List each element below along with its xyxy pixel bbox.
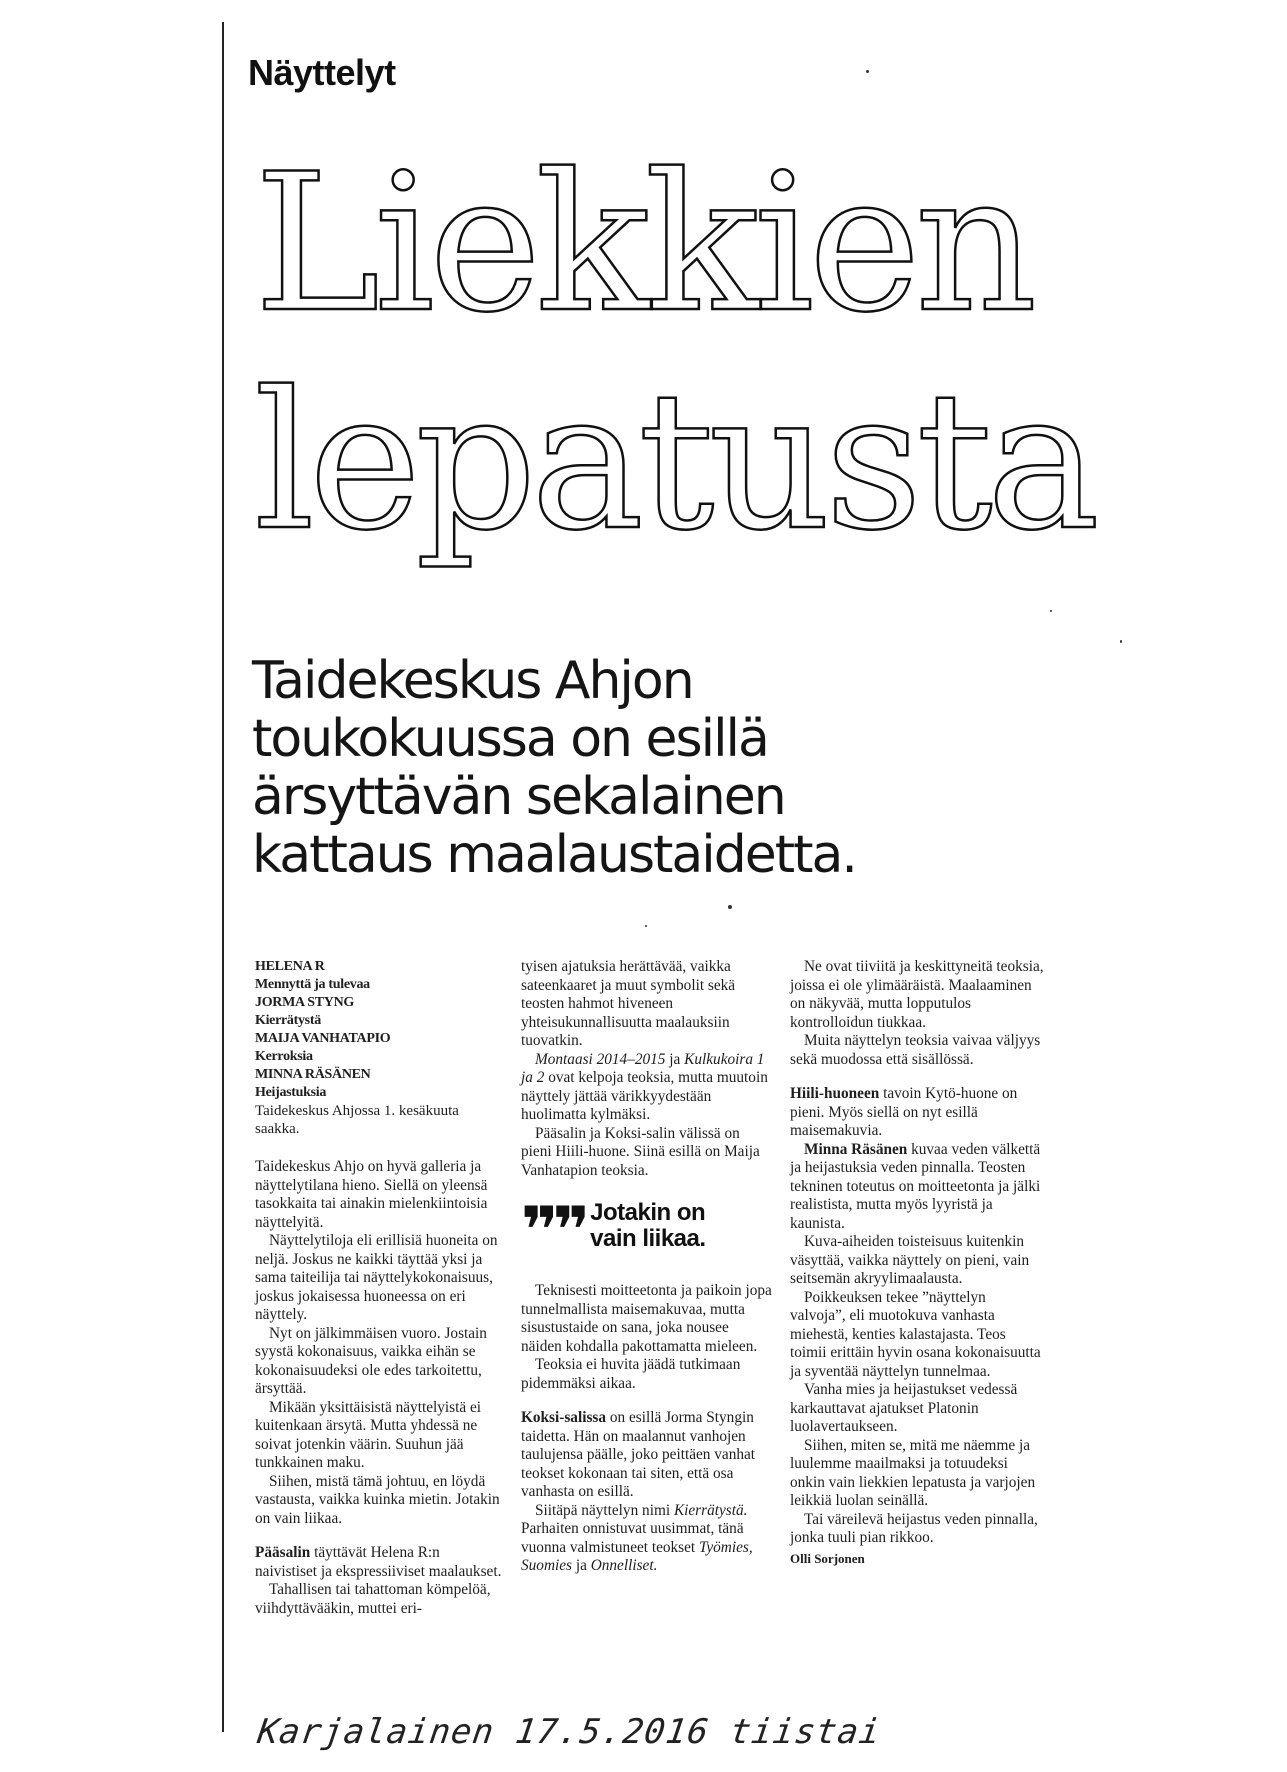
paragraph: Ne ovat tiiviitä ja keskittyneitä teoksia, joissa ei ole ylimääräistä. Maalaaminen on näkyvää, mutta lopputulos kontrolloidun tiukkaa. [790,958,1044,1031]
section-label: Näyttelyt [248,52,396,93]
paragraph-text: on esillä Jorma Styngin taidetta. Hän on maalannut vanhojen taulujensa päälle, joko peittäen vanhat teokset kokonaan tai siten, että osa vanhasta on esillä. [521,1409,756,1500]
pull-quote-line: vain liikaa. [590,1225,706,1252]
exhibition-title: Kerroksia [255,1049,313,1064]
paragraph: Siihen, mistä tämä johtuu, en löydä vastausta, vaikka kuinka mietin. Jotakin on vain liikaa. [255,1472,500,1527]
dek-line: ärsyttävän sekalainen [252,767,785,827]
venue-info: Taidekeskus Ahjossa 1. kesäkuuta saakka. [255,1103,459,1137]
paragraph: Mikään yksittäisistä näyttelyistä ei kuitenkaan ärsytä. Mutta yhdessä ne soivat jotenkin väärin. Suuhun jää tunkkainen maku. [255,1398,481,1471]
scan-speck [728,905,732,909]
headline [254,135,1134,571]
paragraph-text: ja [572,1557,591,1574]
exhibition-credits [255,958,505,1138]
scan-speck [1120,640,1122,643]
article-column-2 [521,958,773,1576]
paragraph [521,1051,773,1125]
paragraph: Tai väreilevä heijastus veden pinnalla, jonka tuuli pian rikkoo. [790,1510,1038,1546]
dek-line: Taidekeskus Ahjon [252,651,693,711]
scan-speck [645,925,647,927]
run-in-bold: Pääsalin [255,1544,311,1561]
paragraph-text: täyttävät Helena R:n naivistiset ja ekspressiiviset maalaukset. [255,1544,502,1580]
dek-line: kattaus maalaustaidetta. [252,825,856,885]
artist-name: HELENA R [255,959,325,974]
paragraph [521,1502,773,1576]
handwritten-note: Karjalainen 17.5.2016 tiistai [255,1712,884,1752]
paragraph: Näyttelytiloja eli erillisiä huoneita on neljä. Joskus ne kaikki täyttää yksi ja sama taiteilija tai näyttelykokonaisuus, joskus jokaisessa huoneessa on eri näyttely. [255,1232,498,1323]
dek [252,652,992,884]
left-column-rule [222,22,224,1732]
quote-mark-icon: ❞❞ [521,1194,585,1268]
artwork-title: Kierrätystä. [673,1501,748,1519]
byline: Olli Sorjonen [790,1550,865,1566]
scan-speck [866,70,869,73]
paragraph: Teknisesti moitteetonta ja paikoin jopa tunnelmallista maisemakuvaa, mutta sisustustaide on sana, joka nousee näiden kohdalla pakottamatta mieleen. [521,1282,772,1355]
headline-line-1: Liekkien [254,133,1032,354]
paragraph-text: ovat kelpoja teoksia, mutta muutoin näyttely jättää värikkyydestään huolimatta kylmäksi. [521,1069,768,1123]
pull-quote-line: Jotakin on [590,1199,706,1226]
paragraph: Tahallisen tai tahattoman kömpelöä, viihdyttävääkin, muttei eri- [255,1581,491,1617]
paragraph: Taidekeskus Ahjo on hyvä galleria ja näyttelytilana hieno. Siellä on yleensä tasokkaita tai ainakin mielenkiintoisia näyttelyitä. [255,1158,488,1231]
exhibition-title: Kierrätystä [255,1013,321,1028]
paragraph-text: tavoin Kytö-huone on pieni. Myös siellä on nyt esillä maisemakuvia. [790,1085,1018,1139]
paragraph: Muita näyttelyn teoksia vaivaa väljyys sekä muodossa että sisällössä. [790,1032,1041,1068]
article-column-3 [790,958,1044,1568]
exhibition-title: Heijastuksia [255,1085,327,1100]
pull-quote-text [590,1200,705,1252]
dek-line: toukokuussa on esillä [252,709,768,769]
paragraph [255,1544,505,1581]
paragraph: Siihen, miten se, mitä me näemme ja luulemme maailmaksi ja totuudeksi onkin vain liekkien lepatusta ja varjojen leikkiä luolan seinällä. [790,1436,1036,1509]
artwork-title: Montaasi 2014–2015 [535,1050,666,1068]
run-in-bold: Minna Räsänen [804,1140,908,1158]
artist-name: MINNA RÄSÄNEN [255,1067,371,1082]
artwork-title: Kulkukoira 1 ja 2 [521,1050,765,1086]
artwork-title: Työmies, Suomies [521,1538,753,1574]
paragraph-text: kuvaa veden välkettä ja heijastuksia veden pinnalla. Teosten tekninen toteutus on moitteetonta ja jälki realistista, mutta myös lyyristä ja kaunista. [790,1140,1041,1232]
paragraph: Poikkeuksen tekee ”näyttelyn valvoja”, eli muotokuva vanhasta miehestä, kenties kalastajasta. Teos toimii erittäin hyvin osana kokonaisuutta ja syventää näyttelyn tunnelmaa. [790,1288,1041,1380]
paragraph: Vanha mies ja heijastukset vedessä karkauttavat ajatukset Platonin luolavertaukseen. [790,1381,1018,1435]
paragraph-text: Parhaiten onnistuvat uusimmat, tänä vuonna valmistuneet teokset [521,1520,744,1556]
headline-line-2: lepatusta [254,351,1094,572]
paragraph [521,1409,773,1502]
scan-speck [1050,610,1052,612]
artist-name: MAIJA VANHATAPIO [255,1031,391,1046]
paragraph: Teoksia ei huvita jäädä tutkimaan pidemmäksi aikaa. [521,1356,741,1392]
run-in-bold: Koksi-salissa [521,1409,607,1426]
artist-name: JORMA STYNG [255,995,354,1010]
exhibition-title: Mennyttä ja tulevaa [255,977,370,992]
paragraph: Kuva-aiheiden toisteisuus kuitenkin väsyttää, vaikka näyttely on pieni, vain seitsemän akryylimaalausta. [790,1233,1030,1287]
paragraph [790,1085,1044,1141]
paragraph: Pääsalin ja Koksi-salin välissä on pieni Hiili-huone. Siinä esillä on Maija Vanhatapion teoksia. [521,1124,760,1179]
run-in-bold: Hiili-huoneen [790,1085,880,1102]
pull-quote [521,1194,773,1268]
article-column-1 [255,958,505,1618]
paragraph [790,1141,1044,1234]
artwork-title: Onnelliset. [590,1557,658,1574]
paragraph-text: ja [665,1050,685,1068]
paragraph: Nyt on jälkimmäisen vuoro. Jostain syystä kokonaisuus, vaikka eihän se kokonaisuudeksi ole edes tarkoitettu, ärsyttää. [255,1324,487,1397]
paragraph: tyisen ajatuksia herättävää, vaikka sateenkaaret ja muut symbolit sekä teosten hahmot hiveneen yhteisukunnallisuutta maalauksiin tuovatkin. [521,958,736,1049]
paragraph-text: Siitäpä näyttelyn nimi [535,1501,674,1519]
